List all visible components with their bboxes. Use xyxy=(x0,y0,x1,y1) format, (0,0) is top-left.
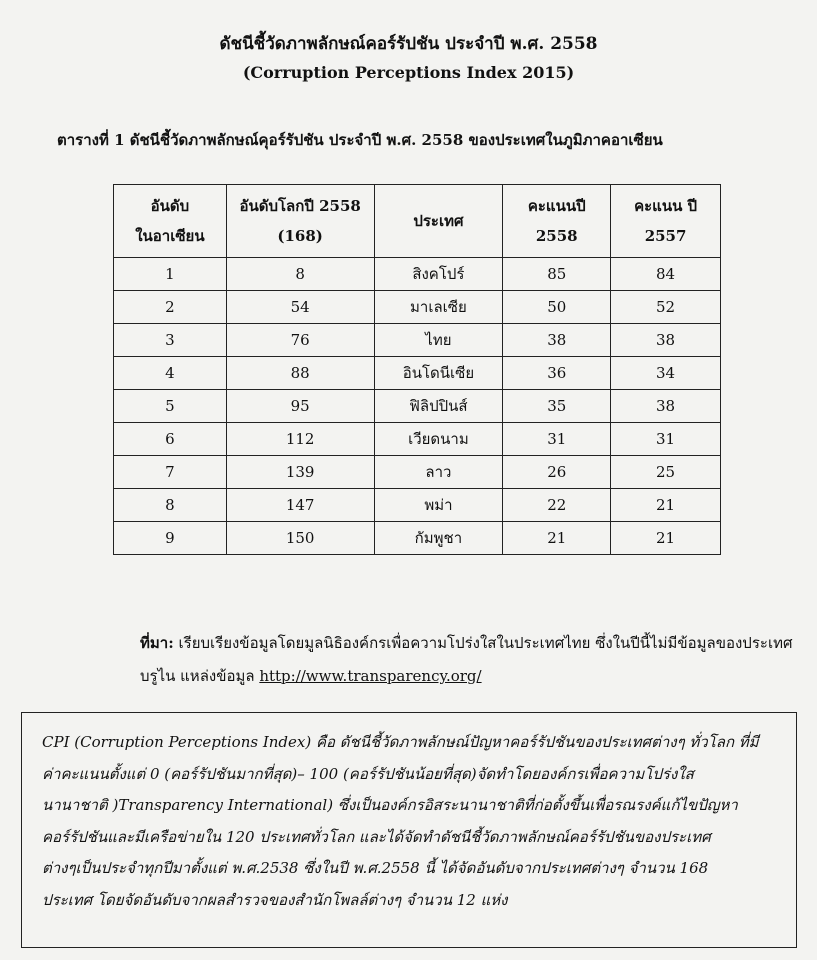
cell-score-2557: 84 xyxy=(611,258,721,291)
cell-asean-rank: 5 xyxy=(114,390,227,423)
cell-country: อินโดนีเซีย xyxy=(374,357,503,390)
table-row xyxy=(114,291,721,324)
table-row xyxy=(114,423,721,456)
note-line: คอร์รัปชันและมีเครือข่ายใน 120 ประเทศทั่วโลก และได้จัดทำดัชนีชี้วัดภาพลักษณ์คอร์รัปชันของประเทศ xyxy=(42,827,711,846)
table-row xyxy=(114,324,721,357)
cell-score-2557: 34 xyxy=(611,357,721,390)
header-score-2558: คะแนนปี 2558 xyxy=(503,185,611,258)
document-subtitle: (Corruption Perceptions Index 2015) xyxy=(242,63,575,82)
cell-asean-rank: 1 xyxy=(114,258,227,291)
cell-score-2557: 31 xyxy=(611,423,721,456)
table-row xyxy=(114,456,721,489)
note-line: ต่างๆเป็นประจำทุกปีมาตั้งแต่ พ.ศ.2538 ซึ่งในปี พ.ศ.2558 นี้ ได้จัดอันดับจากประเทศต่างๆ จำนวน 168 xyxy=(42,859,709,877)
cell-country: ฟิลิปปินส์ xyxy=(374,390,503,423)
cpi-table xyxy=(113,184,721,555)
cell-score-2558: 22 xyxy=(503,489,611,522)
note-line: นานาชาติ )Transparency International) ซึ่งเป็นองค์กรอิสระนานาชาติที่ก่อตั้งขึ้นเพื่อรณรงค์แก้ไขปัญหา xyxy=(42,796,738,814)
cell-asean-rank: 8 xyxy=(114,489,227,522)
cell-asean-rank: 2 xyxy=(114,291,227,324)
cell-world-rank: 95 xyxy=(226,390,374,423)
cell-country: กัมพูชา xyxy=(374,522,503,555)
cell-score-2557: 21 xyxy=(611,522,721,555)
cell-score-2558: 38 xyxy=(503,324,611,357)
cell-country: ไทย xyxy=(374,324,503,357)
cell-country: สิงคโปร์ xyxy=(374,258,503,291)
cell-score-2558: 85 xyxy=(503,258,611,291)
table-row xyxy=(114,258,721,291)
cell-asean-rank: 4 xyxy=(114,357,227,390)
source-text-2: บรูไน แหล่งข้อมูล xyxy=(140,667,260,685)
table-row xyxy=(114,522,721,555)
cell-asean-rank: 7 xyxy=(114,456,227,489)
table-header-row xyxy=(114,185,721,258)
cell-country: พม่า xyxy=(374,489,503,522)
source-link[interactable]: http://www.transparency.org/ xyxy=(259,667,482,685)
source-note xyxy=(140,627,800,693)
cell-asean-rank: 6 xyxy=(114,423,227,456)
cell-asean-rank: 3 xyxy=(114,324,227,357)
table-row xyxy=(114,489,721,522)
cell-score-2558: 50 xyxy=(503,291,611,324)
cell-world-rank: 150 xyxy=(226,522,374,555)
note-line: ค่าคะแนนตั้งแต่ 0 (คอร์รัปชันมากที่สุด)– 100 (คอร์รัปชันน้อยที่สุด)จัดทำโดยองค์กรเพื่อความโปร่งใส xyxy=(42,764,694,783)
cpi-definition-box xyxy=(21,712,797,948)
document-title: ดัชนีชี้วัดภาพลักษณ์คอร์รัปชัน ประจำปี พ.ศ. 2558 xyxy=(219,34,598,54)
header-asean-rank: อันดับ ในอาเซียน xyxy=(114,185,227,258)
cell-world-rank: 88 xyxy=(226,357,374,390)
cell-world-rank: 8 xyxy=(226,258,374,291)
cell-world-rank: 147 xyxy=(226,489,374,522)
cell-world-rank: 76 xyxy=(226,324,374,357)
cell-country: เวียดนาม xyxy=(374,423,503,456)
source-text: เรียบเรียงข้อมูลโดยมูลนิธิองค์กรเพื่อความโปร่งใสในประเทศไทย ซึ่งในปีนี้ไม่มีข้อมูลของประเทศ xyxy=(173,634,793,652)
cell-score-2558: 21 xyxy=(503,522,611,555)
cell-world-rank: 112 xyxy=(226,423,374,456)
cell-score-2557: 38 xyxy=(611,390,721,423)
table-row xyxy=(114,390,721,423)
cell-score-2558: 26 xyxy=(503,456,611,489)
note-line: CPI (Corruption Perceptions Index) คือ ดัชนีชี้วัดภาพลักษณ์ปัญหาคอร์รัปชันของประเทศต่างๆ ทั่วโลก ที่มี xyxy=(42,733,759,751)
table-caption: ตารางที่ 1 ดัชนีชี้วัดภาพลักษณ์คุอร์รัปชัน ประจำปี พ.ศ. 2558 ของประเทศในภูมิภาคอาเซียน xyxy=(57,131,663,149)
cell-score-2557: 52 xyxy=(611,291,721,324)
cell-score-2558: 35 xyxy=(503,390,611,423)
cell-world-rank: 54 xyxy=(226,291,374,324)
header-score-2557: คะแนน ปี 2557 xyxy=(611,185,721,258)
note-line: ประเทศ โดยจัดอันดับจากผลสำรวจของสำนักโพลล์ต่างๆ จำนวน 12 แห่ง xyxy=(42,890,508,909)
header-country: ประเทศ xyxy=(374,185,503,258)
cell-country: มาเลเซีย xyxy=(374,291,503,324)
cell-score-2557: 38 xyxy=(611,324,721,357)
cell-score-2557: 25 xyxy=(611,456,721,489)
cell-world-rank: 139 xyxy=(226,456,374,489)
source-label: ที่มา: xyxy=(140,634,174,652)
cell-asean-rank: 9 xyxy=(114,522,227,555)
header-world-rank: อันดับโลกปี 2558 (168) xyxy=(226,185,374,258)
cell-score-2558: 36 xyxy=(503,357,611,390)
cell-country: ลาว xyxy=(374,456,503,489)
cell-score-2558: 31 xyxy=(503,423,611,456)
cell-score-2557: 21 xyxy=(611,489,721,522)
table-row xyxy=(114,357,721,390)
